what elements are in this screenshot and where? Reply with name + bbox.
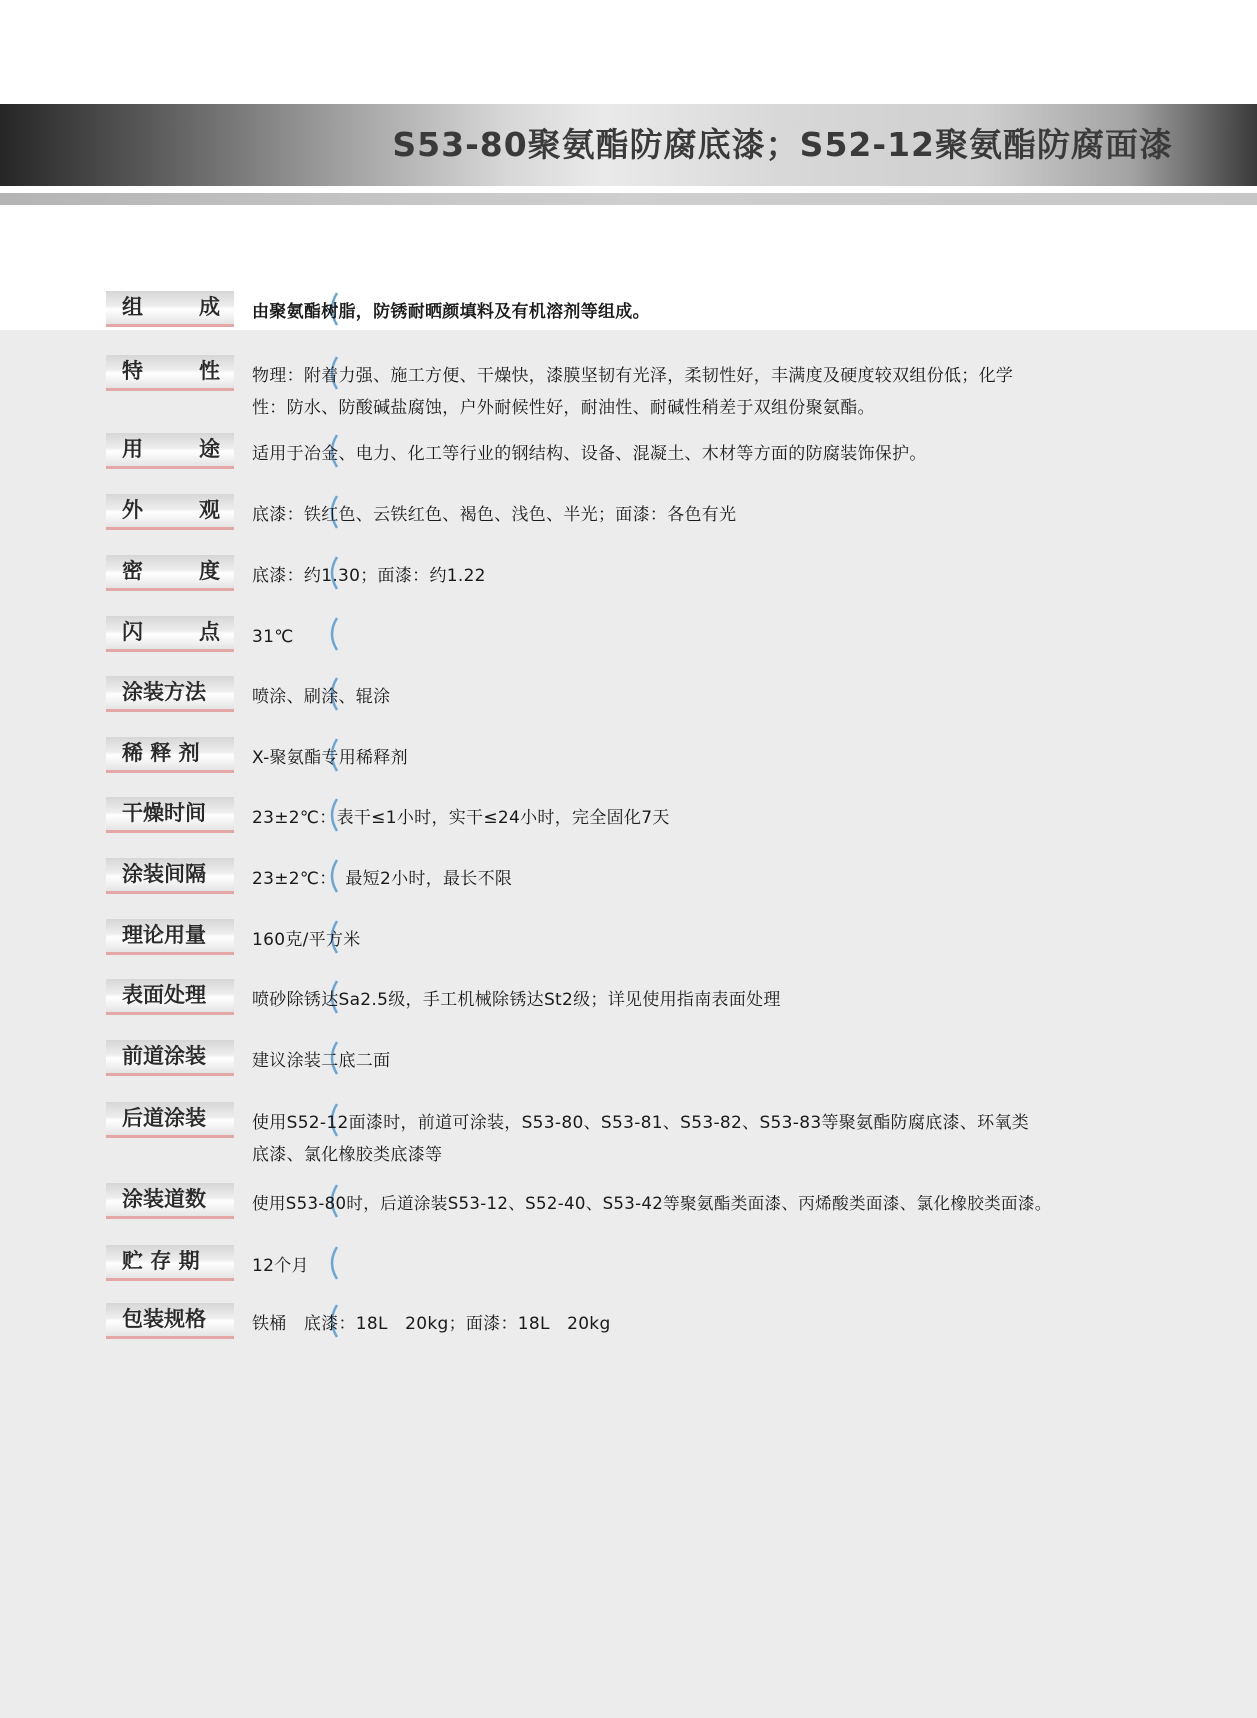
spec-value-line: 底漆、氯化橡胶类底漆等 (252, 1145, 443, 1165)
spec-value: 23±2℃： 最短2小时，最长不限 (252, 869, 513, 889)
spec-value: 31℃ (252, 627, 294, 647)
spec-label (106, 433, 234, 469)
spec-label (106, 1245, 234, 1281)
spec-label (106, 979, 234, 1015)
spec-label (106, 797, 234, 833)
spec-label (106, 355, 234, 391)
spec-label (106, 858, 234, 894)
spec-value: 铁桶 底漆：18L 20kg；面漆：18L 20kg (252, 1314, 611, 1334)
spec-label (106, 676, 234, 712)
spec-label-text: 特 性 (122, 359, 220, 383)
spec-value-line: 物理：附着力强、施工方便、干燥快，漆膜坚韧有光泽，柔韧性好，丰满度及硬度较双组份低；化学 (252, 366, 1014, 386)
spec-value-line: 性：防水、防酸碱盐腐蚀，户外耐候性好，耐油性、耐碱性稍差于双组份聚氨酯。 (252, 398, 875, 418)
spec-value-line: 使用S52-12面漆时，前道可涂装，S53-80、S53-81、S53-82、S53-83等聚氨酯防腐底漆、环氧类 (252, 1113, 1030, 1133)
spec-label-text: 闪 点 (122, 620, 220, 644)
spec-value: 23±2℃：表干≤1小时，实干≤24小时，完全固化7天 (252, 808, 670, 828)
spec-label-text: 后道涂装 (122, 1106, 206, 1130)
spec-value (252, 1107, 1212, 1171)
spec-value: 喷砂除锈达Sa2.5级，手工机械除锈达St2级；详见使用指南表面处理 (252, 990, 781, 1010)
spec-value: 12个月 (252, 1256, 309, 1276)
spec-label (106, 737, 234, 773)
spec-label (106, 291, 234, 327)
spec-label (106, 919, 234, 955)
spec-label-text: 干燥时间 (122, 801, 206, 825)
spec-label-text: 密 度 (122, 559, 220, 583)
spec-value: 160克/平方米 (252, 930, 361, 950)
spec-value: 使用S53-80时，后道涂装S53-12、S52-40、S53-42等聚氨酯类面漆、丙烯酸类面漆、氯化橡胶类面漆。 (252, 1194, 1052, 1213)
spec-label-text: 包装规格 (122, 1307, 206, 1331)
spec-label-text: 组 成 (122, 295, 220, 319)
page-title: S53-80聚氨酯防腐底漆；S52-12聚氨酯防腐面漆 (392, 125, 1173, 164)
spec-label (106, 1040, 234, 1076)
spec-label-text: 涂装方法 (122, 680, 206, 704)
spec-label-text: 涂装道数 (122, 1187, 206, 1211)
spec-label (106, 1303, 234, 1339)
spec-label (106, 555, 234, 591)
spec-label-text: 涂装间隔 (122, 862, 206, 886)
spec-value: 底漆：铁红色、云铁红色、褐色、浅色、半光；面漆：各色有光 (252, 505, 737, 525)
spec-label-text: 贮 存 期 (122, 1249, 200, 1273)
spec-label-text: 表面处理 (122, 983, 206, 1007)
spec-value: 建议涂装二底二面 (252, 1051, 391, 1071)
spec-label-text: 理论用量 (122, 923, 206, 947)
spec-label (106, 1183, 234, 1219)
spec-value: X-聚氨酯专用稀释剂 (252, 748, 408, 768)
spec-value: 底漆：约1.30；面漆：约1.22 (252, 566, 486, 586)
spec-value: 喷涂、刷涂、辊涂 (252, 687, 391, 707)
spec-label (106, 1102, 234, 1138)
spec-label (106, 494, 234, 530)
spec-value (252, 360, 1212, 424)
spec-label-text: 稀 释 剂 (122, 741, 200, 765)
spec-value: 适用于冶金、电力、化工等行业的钢结构、设备、混凝土、木材等方面的防腐装饰保护。 (252, 444, 927, 464)
spec-label-text: 用 途 (122, 437, 220, 461)
spec-label (106, 616, 234, 652)
spec-label-text: 前道涂装 (122, 1044, 206, 1068)
spec-value: 由聚氨酯树脂，防锈耐晒颜填料及有机溶剂等组成。 (252, 302, 650, 322)
spec-label-text: 外 观 (122, 498, 220, 522)
